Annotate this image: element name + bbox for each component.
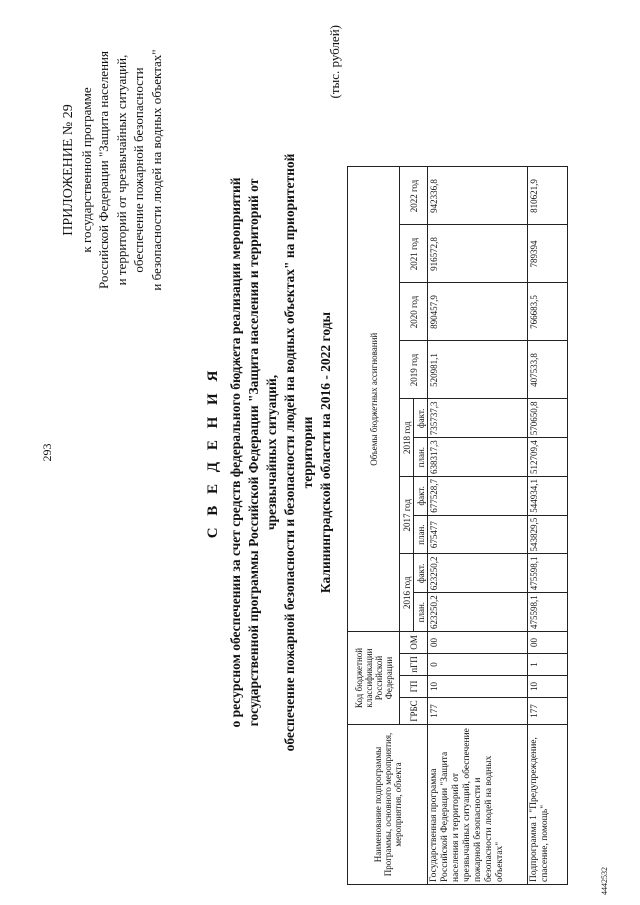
header-fact: факт. — [414, 477, 428, 516]
appendix-line: к государственной программе — [78, 87, 94, 253]
value-2019: 407533,8 — [528, 341, 568, 399]
budget-table — [347, 167, 568, 886]
row-name: Подпрограмма 1 "Предупреждение, спасение, помощь" — [528, 725, 568, 885]
subtitle-line: о ресурсном обеспечении за счет средств федерального бюджета реализации мероприятий — [228, 177, 243, 728]
table-row — [428, 167, 528, 885]
code-om: 00 — [428, 632, 528, 654]
header-year-2022: 2022 год — [400, 167, 428, 225]
value-2016-fact: 475598,1 — [528, 554, 568, 593]
row-name: Государственная программа Российской Федерации "Защита населения и территорий от чрезвычайных ситуаций, обеспечение пожарной безопасности и безопасности людей на водных объектах" — [428, 725, 528, 885]
document-id: 4442532 — [600, 867, 609, 895]
header-grbs: ГРБС — [400, 698, 428, 725]
value-2018-fact: 735737,3 — [428, 399, 528, 438]
header-plan: план. — [414, 593, 428, 632]
header-year-2019: 2019 год — [400, 341, 428, 399]
document-subtitle — [227, 150, 335, 755]
value-2016-plan: 623250,2 — [428, 593, 528, 632]
header-fact: факт. — [414, 399, 428, 438]
value-2018-fact: 570650,8 — [528, 399, 568, 438]
header-volume-group: Объемы бюджетных ассигнований — [348, 167, 400, 632]
appendix-line: и безопасности людей на водных объектах" — [148, 49, 164, 291]
appendix-line: обеспечение пожарной безопасности — [131, 67, 146, 273]
appendix-line: Российской Федерации "Защита населения — [96, 51, 111, 289]
code-grbs: 177 — [428, 698, 528, 725]
value-2017-plan: 675477 — [428, 515, 528, 554]
header-year-2020: 2020 год — [400, 283, 428, 341]
appendix-line: и территорий от чрезвычайных ситуаций, — [113, 54, 129, 286]
header-year-2018: 2018 год — [400, 399, 414, 477]
header-plan: план. — [414, 438, 428, 477]
header-gp: ГП — [400, 676, 428, 698]
code-pgp: 0 — [428, 654, 528, 676]
header-plan: план. — [414, 515, 428, 554]
header-year-2017: 2017 год — [400, 477, 414, 555]
code-grbs: 177 — [528, 698, 568, 725]
value-2016-plan: 475598,1 — [528, 593, 568, 632]
page-number: 293 — [40, 443, 54, 462]
appendix-title: ПРИЛОЖЕНИЕ № 29 — [61, 104, 76, 236]
value-2017-fact: 544934,1 — [528, 477, 568, 516]
value-2020: 890457,9 — [428, 283, 528, 341]
appendix-block — [60, 10, 165, 330]
header-pgp: пГП — [400, 654, 428, 676]
value-2018-plan: 638317,3 — [428, 438, 528, 477]
code-gp: 10 — [428, 676, 528, 698]
header-fact: факт. — [414, 554, 428, 593]
header-name: Наименование подпрограммы Программы, основного мероприятия, мероприятия, объекта — [348, 725, 428, 885]
value-2021: 789394 — [528, 225, 568, 283]
code-gp: 10 — [528, 676, 568, 698]
value-2020: 766683,5 — [528, 283, 568, 341]
subtitle-line: государственной программы Российской Федерации "Защита населения и территорий от чрезвычайных ситуаций, — [246, 178, 279, 727]
value-2019: 520981,1 — [428, 341, 528, 399]
header-year-2021: 2021 год — [400, 225, 428, 283]
document-title: С В Е Д Е Н И Я — [205, 366, 221, 539]
header-om: ОМ — [400, 632, 428, 654]
value-2017-plan: 543829,5 — [528, 515, 568, 554]
value-2016-fact: 623250,2 — [428, 554, 528, 593]
value-2022: 810621,9 — [528, 167, 568, 225]
code-om: 00 — [528, 632, 568, 654]
subtitle-line: обеспечение пожарной безопасности и безопасности людей на водных объектах" на приоритетной территории — [282, 153, 315, 752]
code-pgp: 1 — [528, 654, 568, 676]
header-year-2016: 2016 год — [400, 554, 414, 632]
value-2018-plan: 512709,4 — [528, 438, 568, 477]
header-code-group: Код бюджетной классификации Российской Федерации — [348, 632, 400, 725]
value-2017-fact: 677528,7 — [428, 477, 528, 516]
subtitle-line: Калининградской области на 2016 - 2022 годы — [318, 311, 333, 594]
units-label: (тыс. рублей) — [327, 25, 342, 99]
value-2022: 942336,8 — [428, 167, 528, 225]
value-2021: 916572,8 — [428, 225, 528, 283]
table-row — [528, 167, 568, 885]
